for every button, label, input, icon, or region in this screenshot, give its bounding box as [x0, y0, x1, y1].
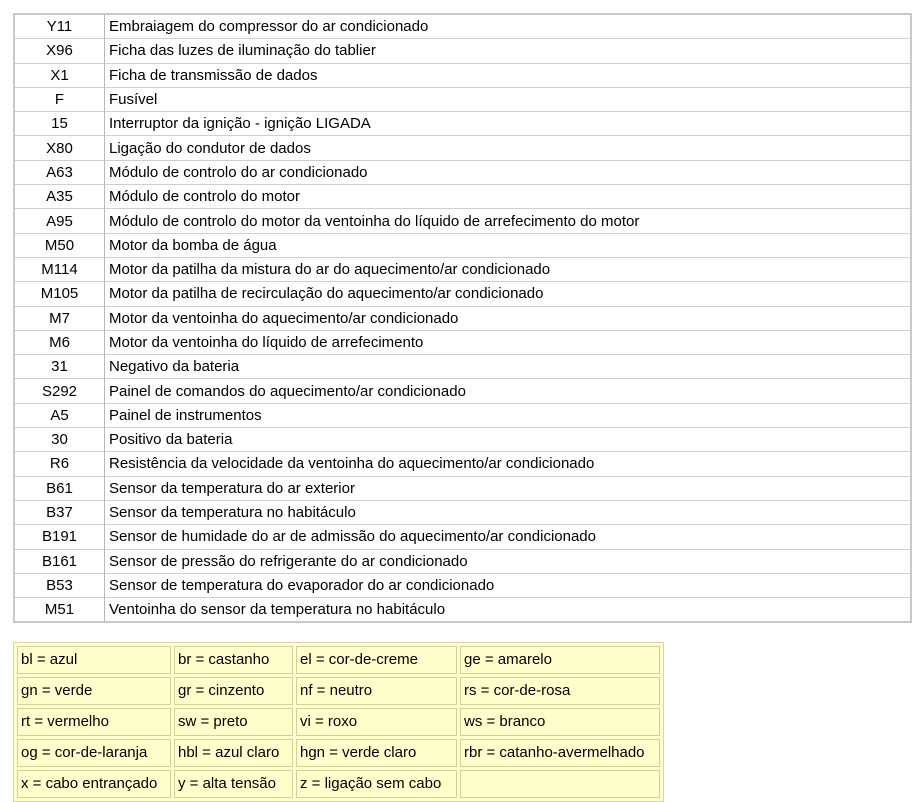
component-code: A35	[15, 185, 105, 209]
legend-cell: ws = branco	[460, 708, 660, 736]
component-description: Módulo de controlo do motor	[105, 185, 910, 209]
component-row	[15, 15, 910, 39]
component-description: Embraiagem do compressor do ar condicionado	[105, 15, 910, 39]
component-row	[15, 477, 910, 501]
component-description: Negativo da bateria	[105, 355, 910, 379]
component-list-table	[13, 13, 912, 623]
legend-cell: sw = preto	[174, 708, 293, 736]
legend-row	[17, 739, 660, 767]
component-description: Fusível	[105, 88, 910, 112]
component-code: X80	[15, 136, 105, 160]
component-description: Motor da bomba de água	[105, 234, 910, 258]
legend-row	[17, 646, 660, 674]
component-description: Motor da patilha de recirculação do aquecimento/ar condicionado	[105, 282, 910, 306]
component-description: Painel de comandos do aquecimento/ar condicionado	[105, 379, 910, 403]
legend-row	[17, 708, 660, 736]
legend-cell: gr = cinzento	[174, 677, 293, 705]
component-code: A95	[15, 209, 105, 233]
component-row	[15, 258, 910, 282]
component-row	[15, 501, 910, 525]
component-row	[15, 404, 910, 428]
component-row	[15, 428, 910, 452]
component-row	[15, 550, 910, 574]
component-row	[15, 525, 910, 549]
component-code: X1	[15, 64, 105, 88]
component-row	[15, 185, 910, 209]
component-description: Painel de instrumentos	[105, 404, 910, 428]
component-description: Motor da patilha da mistura do ar do aquecimento/ar condicionado	[105, 258, 910, 282]
component-code: S292	[15, 379, 105, 403]
component-code: B61	[15, 477, 105, 501]
legend-cell: hbl = azul claro	[174, 739, 293, 767]
component-code: R6	[15, 452, 105, 476]
component-code: B53	[15, 574, 105, 598]
component-description: Motor da ventoinha do aquecimento/ar condicionado	[105, 307, 910, 331]
legend-cell: rs = cor-de-rosa	[460, 677, 660, 705]
component-row	[15, 161, 910, 185]
legend-cell	[460, 770, 660, 798]
component-code: M114	[15, 258, 105, 282]
legend-cell: bl = azul	[17, 646, 171, 674]
legend-cell: og = cor-de-laranja	[17, 739, 171, 767]
wire-color-legend-table	[13, 642, 664, 802]
component-description: Módulo de controlo do motor da ventoinha do líquido de arrefecimento do motor	[105, 209, 910, 233]
component-description: Ficha das luzes de iluminação do tablier	[105, 39, 910, 63]
component-description: Sensor de humidade do ar de admissão do aquecimento/ar condicionado	[105, 525, 910, 549]
component-description: Sensor da temperatura no habitáculo	[105, 501, 910, 525]
component-row	[15, 379, 910, 403]
component-row	[15, 282, 910, 306]
component-code: M6	[15, 331, 105, 355]
component-code: 15	[15, 112, 105, 136]
component-row	[15, 39, 910, 63]
component-code: M7	[15, 307, 105, 331]
legend-cell: rt = vermelho	[17, 708, 171, 736]
component-description: Ficha de transmissão de dados	[105, 64, 910, 88]
component-description: Ligação do condutor de dados	[105, 136, 910, 160]
component-code: 31	[15, 355, 105, 379]
component-row	[15, 234, 910, 258]
component-description: Sensor de temperatura do evaporador do ar condicionado	[105, 574, 910, 598]
component-row	[15, 452, 910, 476]
wire-color-legend-body	[17, 646, 660, 798]
component-code: 30	[15, 428, 105, 452]
component-row	[15, 355, 910, 379]
component-code: X96	[15, 39, 105, 63]
component-row	[15, 598, 910, 621]
component-row	[15, 574, 910, 598]
component-code: Y11	[15, 15, 105, 39]
component-code: F	[15, 88, 105, 112]
component-code: B37	[15, 501, 105, 525]
legend-cell: el = cor-de-creme	[296, 646, 457, 674]
component-row	[15, 88, 910, 112]
component-row	[15, 331, 910, 355]
component-description: Positivo da bateria	[105, 428, 910, 452]
legend-cell: vi = roxo	[296, 708, 457, 736]
legend-cell: nf = neutro	[296, 677, 457, 705]
component-code: B161	[15, 550, 105, 574]
component-description: Módulo de controlo do ar condicionado	[105, 161, 910, 185]
component-code: A5	[15, 404, 105, 428]
legend-cell: br = castanho	[174, 646, 293, 674]
component-code: B191	[15, 525, 105, 549]
component-code: A63	[15, 161, 105, 185]
component-code: M51	[15, 598, 105, 621]
component-description: Sensor da temperatura do ar exterior	[105, 477, 910, 501]
legend-row	[17, 770, 660, 798]
component-row	[15, 64, 910, 88]
legend-cell: ge = amarelo	[460, 646, 660, 674]
component-row	[15, 136, 910, 160]
legend-cell: hgn = verde claro	[296, 739, 457, 767]
component-description: Interruptor da ignição - ignição LIGADA	[105, 112, 910, 136]
legend-cell: rbr = catanho-avermelhado	[460, 739, 660, 767]
component-description: Ventoinha do sensor da temperatura no habitáculo	[109, 601, 446, 619]
component-description: Motor da ventoinha do líquido de arrefecimento	[105, 331, 910, 355]
component-row	[15, 112, 910, 136]
component-list-body	[15, 15, 910, 621]
component-code: M50	[15, 234, 105, 258]
legend-cell: x = cabo entrançado	[17, 770, 171, 798]
legend-cell: y = alta tensão	[174, 770, 293, 798]
legend-row	[17, 677, 660, 705]
component-description: Resistência da velocidade da ventoinha do aquecimento/ar condicionado	[105, 452, 910, 476]
legend-cell: z = ligação sem cabo	[296, 770, 457, 798]
component-row	[15, 307, 910, 331]
legend-cell: gn = verde	[17, 677, 171, 705]
component-code: M105	[15, 282, 105, 306]
component-row	[15, 209, 910, 233]
component-description: Sensor de pressão do refrigerante do ar condicionado	[105, 550, 910, 574]
